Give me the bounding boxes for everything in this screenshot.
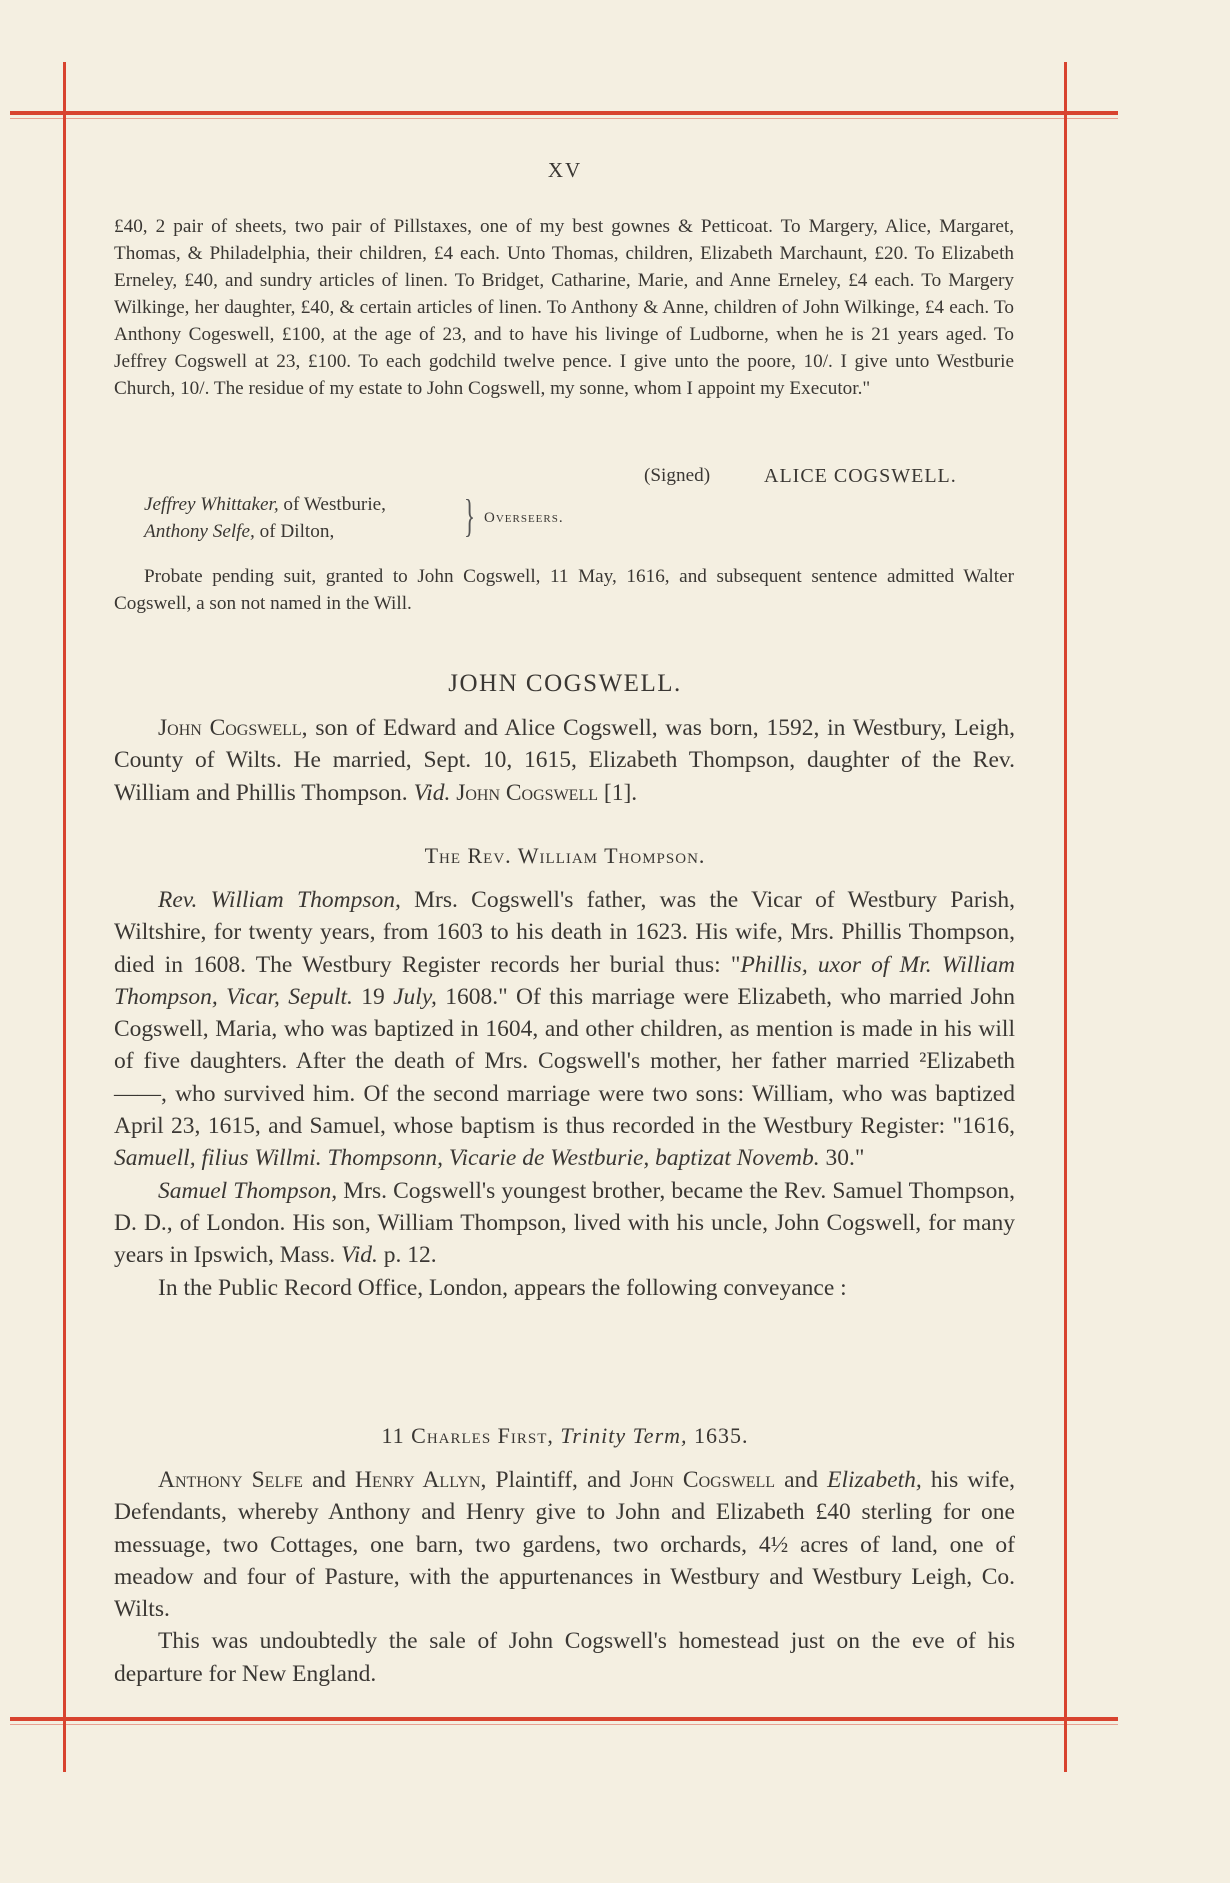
- paragraph-record-office: In the Public Record Office, London, appears the following conveyance :: [158, 1274, 847, 1301]
- party-name: Henry Allyn,: [355, 1467, 487, 1493]
- main-text: [114, 712, 1015, 809]
- will-text: [114, 213, 1014, 402]
- overseer-1: [144, 491, 386, 518]
- party-name: John Cogswell: [630, 1467, 776, 1493]
- overseers-block: [144, 490, 564, 545]
- section-heading: JOHN COGSWELL.: [448, 670, 682, 697]
- paragraph-conveyance: [114, 1464, 1015, 1625]
- top-border-rule: [10, 111, 1118, 115]
- cross-reference: John Cogswell [1].: [450, 779, 638, 806]
- subheading-rev-thompson: [0, 843, 1130, 869]
- paragraph-text: 1608." Of this marriage were Elizabeth, who married John Cogswell, Maria, who was baptized in 1604, and other children, as mention is made in his will of five daughters. After the death of Mrs. Cogswell's mother, her father married ²Elizabeth ——, who survived him. Of the second marriage were two sons: William, who was baptized April 23, 1615, and Samuel, whose baptism is thus recorded in the Westbury Register: "1616,: [114, 983, 1016, 1140]
- lead-name: Rev. William Thompson,: [158, 887, 401, 913]
- probate-note: [114, 563, 1014, 617]
- term-name: Trinity Term,: [560, 1423, 688, 1448]
- bottom-border-rule: [10, 1717, 1118, 1721]
- paragraph-text: 19: [352, 983, 394, 1010]
- paragraph-text: Plaintiff, and: [486, 1467, 631, 1493]
- main-text-3: [114, 1464, 1015, 1690]
- baptism-quote: Samuell, filius Willmi. Thompsonn, Vicarie de Westburie, baptizat Novemb.: [114, 1145, 820, 1172]
- signer-name: ALICE COGSWELL.: [764, 465, 957, 487]
- overseer-2-name: Anthony Selfe,: [144, 521, 255, 542]
- page-reference: p. 12.: [377, 1242, 437, 1269]
- paragraph-john-cogswell: [114, 712, 1015, 809]
- left-border-rule: [63, 62, 66, 1772]
- overseers-label: Overseers.: [484, 510, 564, 526]
- register-quote: Phillis, uxor of Mr. William Thompson, Vicar, Sepult.: [114, 951, 1015, 1010]
- paragraph-text: 30.": [819, 1145, 865, 1172]
- subheading-conveyance: [0, 1423, 1130, 1449]
- will-paragraph: £40, 2 pair of sheets, two pair of Pillstaxes, one of my best gownes & Petticoat. To Margery, Alice, Margaret, Thomas, & Philadelphia, their children, £4 each. Unto Thomas, children, Elizabeth Marchaunt, £20. To Elizabeth Erneley, £40, and sundry articles of linen. To Bridget, Catharine, Marie, and Anne Erneley, £4 each. To Margery Wilkinge, her daughter, £40, & certain articles of linen. To Anthony & Anne, children of John Wilkinge, £4 each. To Anthony Cogeswell, £100, at the age of 23, and to have his livinge of Ludborne, when he is 21 years aged. To Jeffrey Cogswell at 23, £100. To each godchild twelve pence. I give unto the poore, 10/. I give unto Westburie Church, 10/. The residue of my estate to John Cogswell, my sonne, whom I appoint my Executor.": [114, 216, 1014, 399]
- party-name: Anthony Selfe: [158, 1467, 303, 1493]
- regnal-year: 11 Charles First,: [381, 1423, 561, 1448]
- brace-glyph: }: [464, 490, 476, 541]
- subheading-text: The Rev. William Thompson.: [424, 843, 706, 868]
- right-border-rule: [1064, 62, 1067, 1772]
- overseer-1-name: Jeffrey Whittaker,: [144, 494, 279, 515]
- vid-reference: Vid.: [341, 1242, 378, 1269]
- main-text-2: [114, 884, 1015, 1304]
- paragraph-text: son of Edward and Alice Cogswell, was born, 1592, in Westbury, Leigh, County of Wilts. He married, Sept. 10, 1615, Elizabeth Thompson, daughter of the Rev. William and Phillis Thompson.: [114, 715, 1015, 806]
- paragraph-text: and: [775, 1467, 828, 1493]
- paragraph-text: Mrs. Cogswell's youngest brother, became the Rev. Samuel Thompson, D. D., of London. His son, William Thompson, lived with his uncle, John Cogswell, for many years in Ipswich, Mass.: [114, 1177, 1015, 1269]
- paragraph-samuel-thompson: [114, 1175, 1015, 1272]
- paragraph-text: Mrs. Cogswell's father, was the Vicar of Westbury Parish, Wiltshire, for twenty years, from 1603 to his death in 1623. His wife, Mrs. Phillis Thompson, died in 1608. The Westbury Register records her burial thus: ": [114, 887, 1015, 978]
- lead-name: Samuel Thompson,: [158, 1177, 338, 1204]
- overseer-2-place: of Dilton,: [254, 521, 335, 542]
- overseer-2: [144, 518, 386, 545]
- paragraph-homestead: This was undoubtedly the sale of John Cogswell's homestead just on the eve of his departure for New England.: [114, 1628, 1015, 1687]
- page-number: XV: [547, 158, 583, 182]
- overseer-1-place: of Westburie,: [278, 494, 386, 515]
- term-year: 1635.: [687, 1423, 749, 1448]
- signed-label: (Signed): [644, 465, 711, 486]
- top-border-rule-thin: [10, 118, 1118, 119]
- bottom-border-rule-thin: [10, 1724, 1118, 1725]
- party-name: Elizabeth,: [827, 1467, 922, 1493]
- paragraph-text: his wife, Defendants, whereby Anthony and Henry give to John and Elizabeth £40 sterling for one messuage, two Cottages, one barn, two gardens, two orchards, 4½ acres of land, one of meadow and four of Pasture, with the appurtenances in Westbury and Westbury Leigh, Co. Wilts.: [114, 1467, 1016, 1623]
- paragraph-william-thompson: [114, 884, 1015, 1175]
- lead-name: John Cogswell,: [158, 715, 308, 741]
- vid-reference: Vid.: [413, 779, 451, 806]
- register-quote-month: July,: [393, 983, 437, 1010]
- paragraph-text: and: [302, 1467, 356, 1493]
- probate-paragraph: Probate pending suit, granted to John Cogswell, 11 May, 1616, and subsequent sentence admitted Walter Cogswell, a son not named in the Will.: [114, 566, 1014, 614]
